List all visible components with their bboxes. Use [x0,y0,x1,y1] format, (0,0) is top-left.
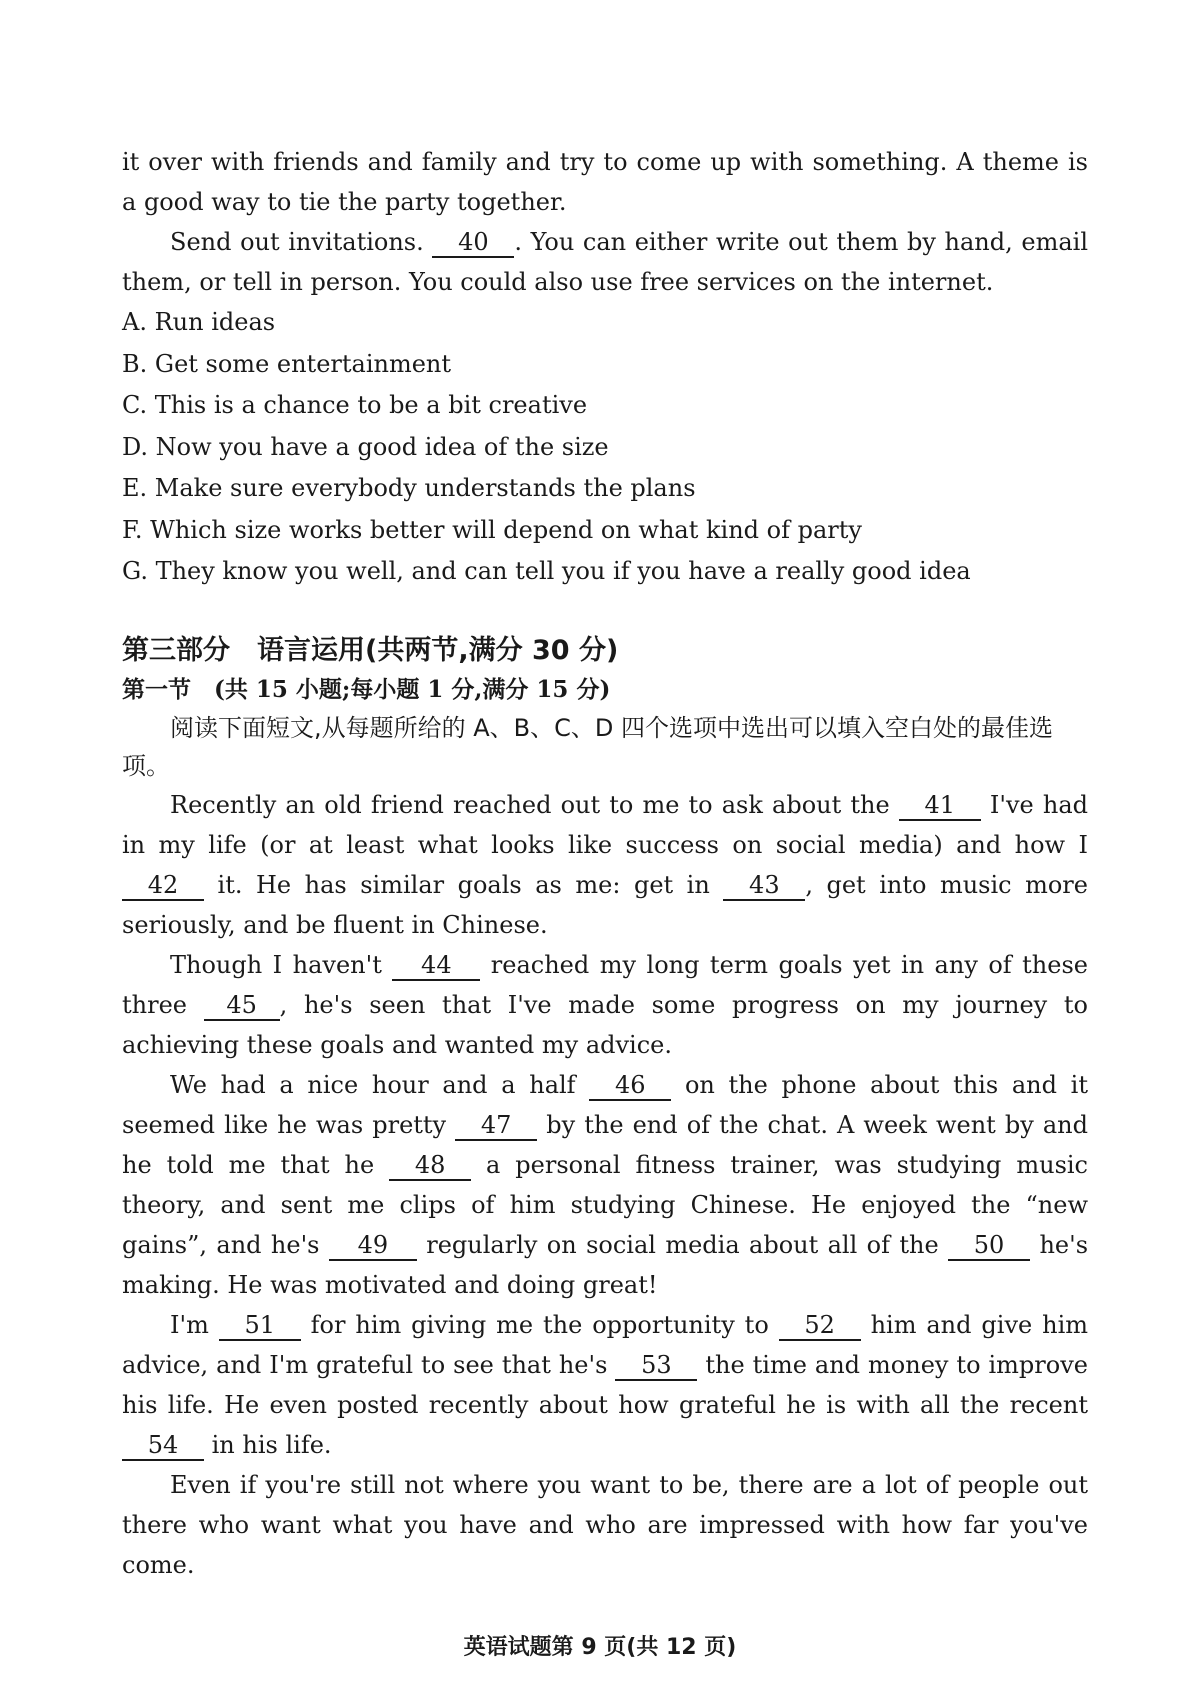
option-e: E. Make sure everybody understands the plans [122,474,696,502]
cloze-paragraph-4: I'm 51 for him giving me the opportunity to 52 him and give him advice, and I'm grateful to see that he's 53 the time and money to improve his life. He even posted recently about how grateful he is with all the recent 54 in his life. [122,1310,1088,1459]
answer-blank: 42 [122,871,204,901]
passage-paragraph: it over with friends and family and try to come up with something. A theme is a good way to tie the party together. [122,148,1088,216]
option-b: B. Get some entertainment [122,349,452,378]
option-f: F. Which size works better will depend on what kind of party [122,515,862,544]
option-g: G. They know you well, and can tell you if you have a really good idea [122,557,971,585]
cloze-paragraph-1: Recently an old friend reached out to me to ask about the 41 I've had in my life (or at least what looks like success on social media) and how I 42 it. He has similar goals as me: get in 43 , get into music more seriously, and be fluent in Chinese. [122,790,1088,939]
answer-blank: 54 [122,1431,204,1461]
option-a: A. Run ideas [122,308,276,336]
answer-blank: 49 [329,1231,417,1261]
options-list [122,302,1088,593]
answer-blank: 40 [432,228,514,258]
answer-blank: 48 [389,1151,471,1181]
part-three-heading: 第三部分 语言运用(共两节,满分 30 分) [122,634,619,666]
section-one-heading: 第一节 (共 15 小题;每小题 1 分,满分 15 分) [122,675,611,703]
passage-paragraph-invitations: Send out invitations. 40 . You can either write out them by hand, email them, or tell in person. You could also use free services on the internet. [122,228,1088,296]
answer-blank: 41 [899,791,981,821]
option-c: C. This is a chance to be a bit creative [122,391,588,419]
answer-blank: 44 [392,951,480,981]
cloze-paragraph-3: We had a nice hour and a half 46 on the phone about this and it seemed like he was pretty 47 by the end of the chat. A week went by and he told me that he 48 a personal fitness trainer, was studying music theory, and sent me clips of him studying Chinese. He enjoyed the “new gains”, and he's 49 regularly on social media about all of the 50 he's making. He was motivated and doing great! [122,1070,1089,1299]
answer-blank: 47 [455,1111,537,1141]
answer-blank: 52 [779,1311,861,1341]
answer-blank: 46 [589,1071,671,1101]
cloze-paragraph-2: Though I haven't 44 reached my long term goals yet in any of these three 45 , he's seen that I've made some progress on my journey to achieving these goals and wanted my advice. [122,950,1088,1059]
answer-blank: 43 [723,871,805,901]
cloze-paragraph-5: Even if you're still not where you want to be, there are a lot of people out there who want what you have and who are impressed with how far you've come. [122,1470,1088,1579]
answer-blank: 51 [219,1311,301,1341]
answer-blank: 45 [204,991,280,1021]
answer-blank: 53 [615,1351,697,1381]
answer-blank: 50 [948,1231,1030,1261]
page-footer: 英语试题第 9 页(共 12 页) [463,1635,737,1660]
option-d: D. Now you have a good idea of the size [122,432,609,461]
instruction-text: 阅读下面短文,从每题所给的 A、B、C、D 四个选项中选出可以填入空白处的最佳选项。 [122,713,1054,780]
